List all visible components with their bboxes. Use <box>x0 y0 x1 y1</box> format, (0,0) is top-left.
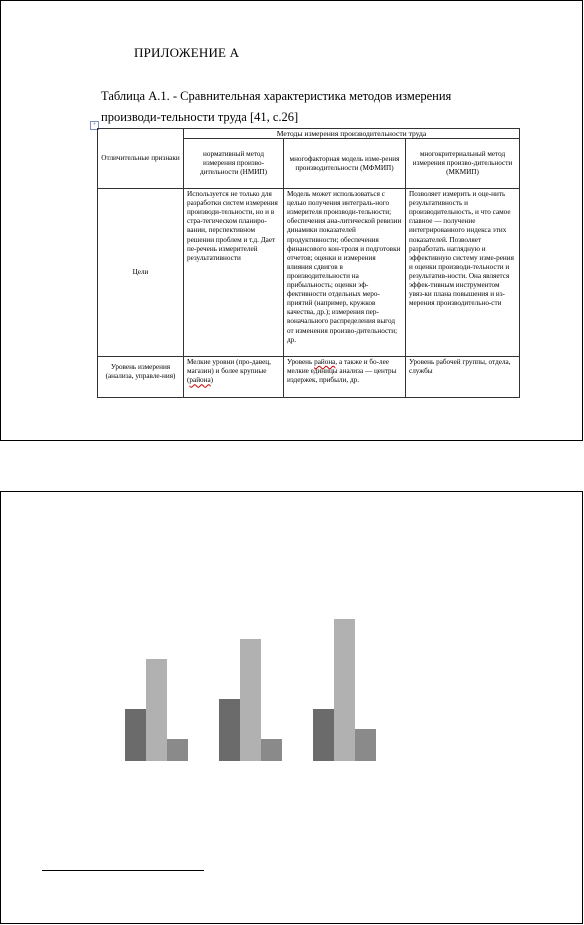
comparison-table <box>97 128 520 398</box>
bar-group2-series1 <box>219 699 240 761</box>
cell-text: Мелкие уровни (про-давец, магазин) и более крупные ( <box>187 358 271 385</box>
cell-goals-mfmip: Модель может использоваться с целью получения интеграль-ного измерителя производи-тельности; обеспечения ана-литической ревизии динамики показателей продуктивности; обеспечения финансового кон-троля и подготовки отчетов; оценки и измерения влияния сдвигов в производительности на прибыльность; оценки эф-фективности отдельных меро-приятий (например, кружков качества, др.); измерения пер-воначального распределения выгод от изменения произво-дительности; др. <box>284 189 406 357</box>
header-methods: Методы измерения производительности труда <box>184 129 520 139</box>
cell-goals-mkmip: Позволяет измерить и оце-нить результативность и производительность, и что самое главное — получение интегрированного индекса этих показателей. Позволяет разработать наглядную и эффективную систему изме-рения и оценки производи-тельности и результатив-ности. Она является эффек-тивным инструментом увяз-ки плана повышения и из-мерения производительно-сти <box>406 189 520 357</box>
bar-group1-series2 <box>146 659 167 761</box>
document-page-2 <box>0 491 583 924</box>
cell-text: Уровень <box>287 358 315 367</box>
header-mkmip: многокритериальный метод измерения произво-дительности (МКМИП) <box>406 139 520 189</box>
cell-goals-nmip: Используется не только для разработки систем измерения производи-тельности, но и в стра-тегическом планиро-вании, перспективном решении проблем и т.д. Дает пе-речень измерителей результативности <box>184 189 284 357</box>
header-nmip: нормативный метод измерения произво-дительности (НМИП) <box>184 139 284 189</box>
bar-group2-series2 <box>240 639 261 761</box>
cell-level-nmip <box>184 357 284 398</box>
move-handle-icon[interactable]: + <box>90 121 99 130</box>
row-label-level: Уровень измерения (анализа, управле-ния) <box>98 357 184 398</box>
bar-chart <box>1 492 584 925</box>
cell-text-tail: ) <box>210 376 214 385</box>
spell-underlined-word: района <box>189 376 211 385</box>
bar-group3-series2 <box>334 619 355 761</box>
header-features: Отличительные признаки <box>98 129 184 189</box>
appendix-heading: ПРИЛОЖЕНИЕ А <box>134 45 240 60</box>
cell-level-mkmip: Уровень рабочей группы, отдела, службы <box>406 357 520 398</box>
footnote-separator <box>42 870 204 871</box>
bar-group1-series1 <box>125 709 146 761</box>
cell-level-mfmip <box>284 357 406 398</box>
document-page-1 <box>0 0 583 441</box>
bar-group2-series3 <box>261 739 282 761</box>
table-caption: Таблица А.1. - Сравнительная характеристика методов измерения производи-тельности труда [41, с.26] <box>101 89 452 124</box>
bar-group1-series3 <box>167 739 188 761</box>
bar-group3-series1 <box>313 709 334 761</box>
cell-text-tail: , а также и бо-лее мелкие единицы анализа — центры издержек, прибыли, др. <box>287 358 397 385</box>
row-label-goals: Цели <box>98 189 184 357</box>
bar-group3-series3 <box>355 729 376 761</box>
spell-underlined-word: района <box>314 358 336 367</box>
header-mfmip: многофакторная модель изме-рения производительности (МФМИП) <box>284 139 406 189</box>
